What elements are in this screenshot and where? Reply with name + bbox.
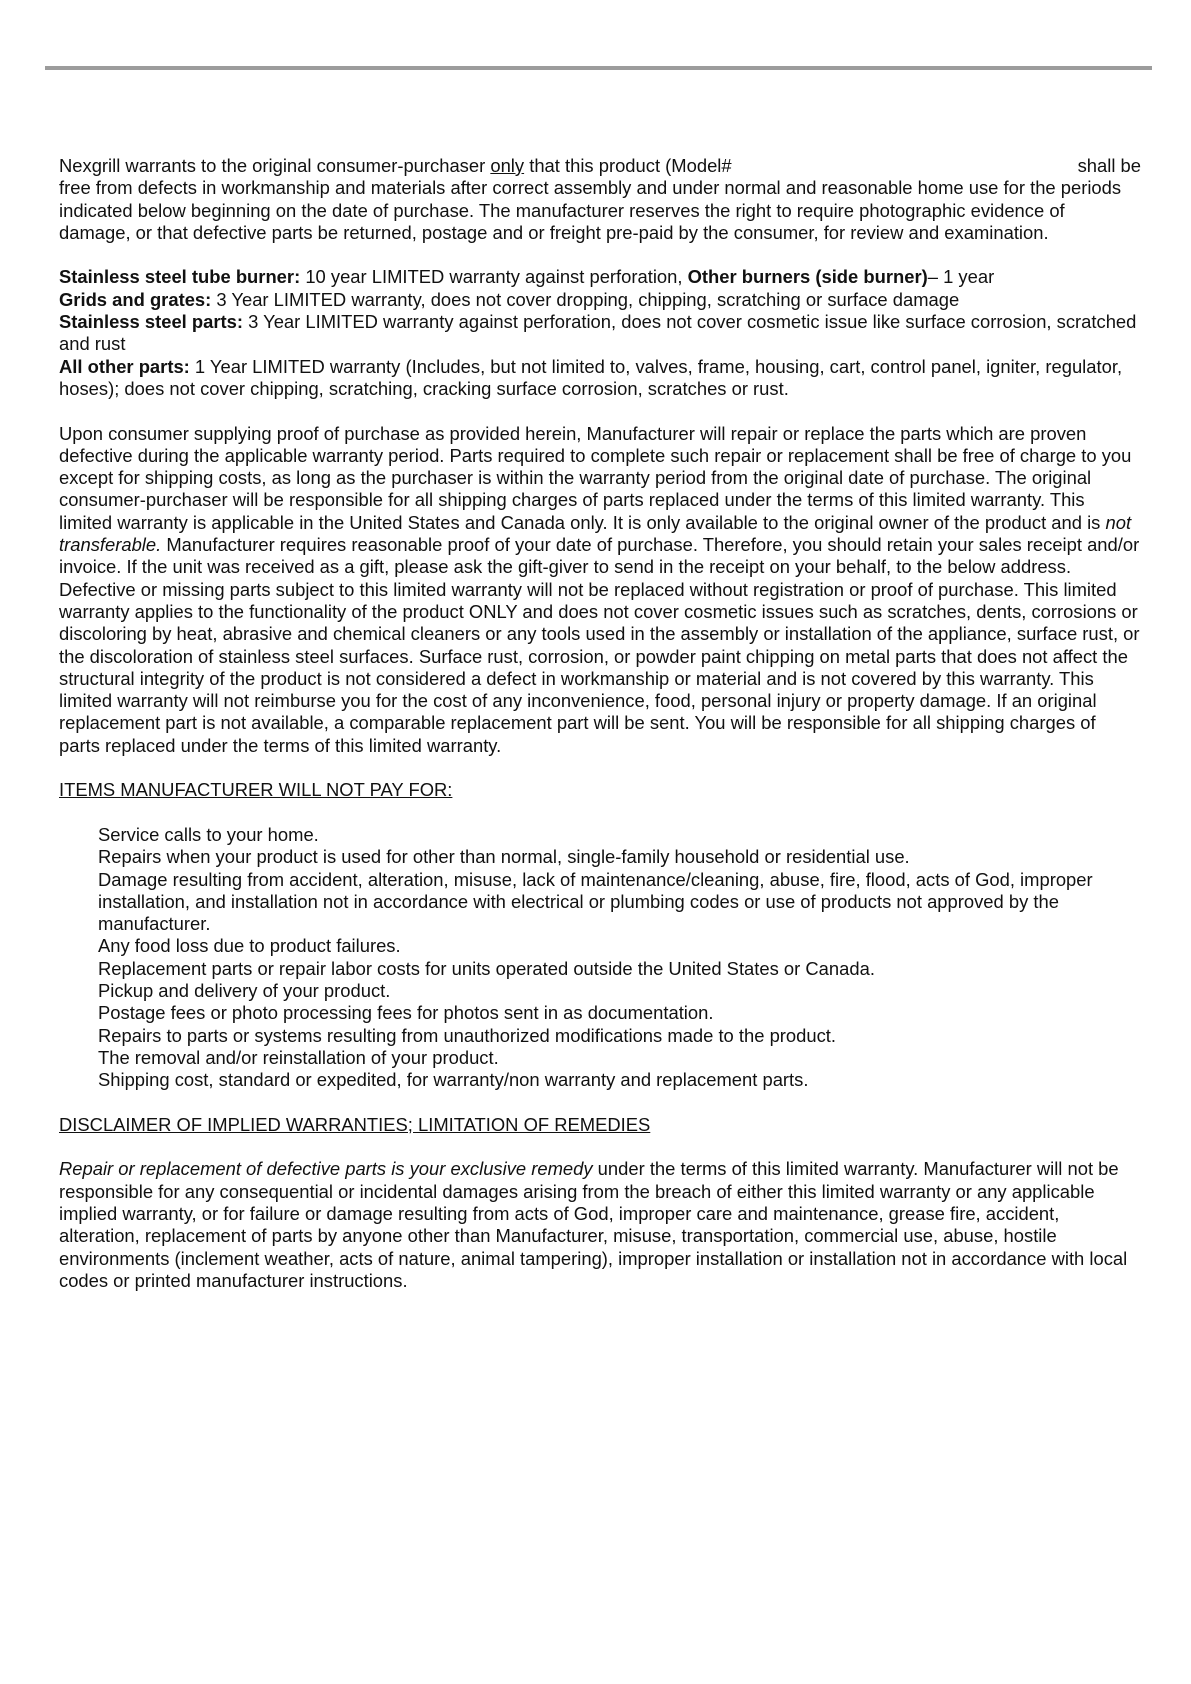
coverage-label: Stainless steel parts:	[59, 311, 243, 333]
list-item: Replacement parts or repair labor costs for units operated outside the United States or Canada.	[98, 957, 875, 979]
intro-model: that this product (Model#	[524, 155, 732, 176]
coverage-text-secondary: – 1 year	[927, 266, 995, 288]
terms-paragraph	[59, 423, 1141, 757]
coverage-item	[59, 311, 1141, 356]
list-item: Repairs to parts or systems resulting from unauthorized modifications made to the product.	[98, 1024, 837, 1046]
coverage-list	[59, 266, 1141, 400]
header-rule	[45, 66, 1152, 70]
disclaimer-paragraph	[59, 1158, 1141, 1292]
not-pay-list	[59, 824, 1141, 1092]
terms-part1: Upon consumer supplying proof of purchase as provided herein, Manufacturer will repair or replace the parts which are proven defective during the applicable warranty period. Parts required to complete such repair or replacement shall be free of charge to you except for shipping costs, as long as the purchaser is within the warranty period from the original date of purchase. The original consumer-purchaser will be responsible for all shipping charges of parts replaced under the terms of this limited warranty. This limited warranty is applicable in the United States and Canada only. It is only available to the original owner of the product and is	[59, 422, 1132, 533]
coverage-item	[59, 289, 1141, 311]
not-pay-heading: ITEMS MANUFACTURER WILL NOT PAY FOR:	[59, 779, 453, 801]
intro-lead: Nexgrill warrants to the original consumer-purchaser	[59, 155, 491, 176]
intro-only-underlined: only	[490, 155, 525, 176]
coverage-label: Stainless steel tube burner:	[59, 266, 301, 288]
list-item: Repairs when your product is used for other than normal, single-family household or residential use.	[98, 846, 910, 868]
list-item: Damage resulting from accident, alteration, misuse, lack of maintenance/cleaning, abuse, fire, flood, acts of God, improper installation, and installation not in accordance with electrical or plumbing codes or use of products not approved by the manufacturer.	[98, 868, 1093, 935]
coverage-item	[59, 356, 1141, 401]
list-item: Any food loss due to product failures.	[98, 935, 401, 957]
list-item: Service calls to your home.	[98, 823, 319, 845]
disclaimer-heading: DISCLAIMER OF IMPLIED WARRANTIES; LIMITATION OF REMEDIES	[59, 1113, 651, 1135]
coverage-item	[59, 266, 1141, 288]
coverage-text: 3 Year LIMITED warranty against perforation, does not cover cosmetic issue like surface corrosion, scratched and rust	[59, 311, 1137, 355]
intro-first-line-left	[59, 155, 732, 177]
intro-paragraph	[59, 155, 1141, 244]
coverage-label: All other parts:	[59, 355, 190, 377]
intro-first-line	[59, 155, 1141, 177]
disclaimer-exclusive-remedy: Repair or replacement of defective parts is your exclusive remedy	[59, 1158, 593, 1180]
coverage-text: 10 year LIMITED warranty against perforation,	[300, 266, 688, 288]
coverage-label-secondary: Other burners (side burner)	[687, 266, 928, 288]
intro-rest: free from defects in workmanship and materials after correct assembly and under normal and reasonable home use for the periods indicated below beginning on the date of purchase. The manufacturer reserves the right to require photographic evidence of damage, or that defective parts be returned, postage and or freight pre-paid by the consumer, for review and examination.	[59, 177, 1122, 243]
terms-part2: Manufacturer requires reasonable proof of your date of purchase. Therefore, you should retain your sales receipt and/or invoice. If the unit was received as a gift, please ask the gift-giver to send in the receipt on your behalf, to the below address. Defective or missing parts subject to this limited warranty will not be replaced without registration or proof of purchase. This limited warranty applies to the functionality of the product ONLY and does not cover cosmetic issues such as scratches, dents, corrosions or discoloring by heat, abrasive and chemical cleaners or any tools used in the assembly or installation of the appliance, surface rust, or the discoloration of stainless steel surfaces. Surface rust, corrosion, or powder paint chipping on metal parts that does not affect the structural integrity of the product is not considered a defect in workmanship or material and is not covered by this warranty. This limited warranty will not reimburse you for the cost of any inconvenience, food, personal injury or property damage. If an original replacement part is not available, a comparable replacement part will be sent. You will be responsible for all shipping charges of parts replaced under the terms of this limited warranty.	[59, 534, 1140, 756]
coverage-label: Grids and grates:	[59, 288, 212, 310]
disclaimer-text: under the terms of this limited warranty. Manufacturer will not be responsible for any consequential or incidental damages arising from the breach of either this limited warranty or any applicable implied warranty, or for failure or damage resulting from acts of God, improper care and maintenance, grease fire, accident, alteration, replacement of parts by anyone other than Manufacturer, misuse, transportation, commercial use, abuse, hostile environments (inclement weather, acts of nature, animal tampering), improper installation or installation not in accordance with local codes or printed manufacturer instructions.	[59, 1158, 1128, 1291]
intro-shall-be: shall be	[1077, 155, 1141, 176]
list-item: Pickup and delivery of your product.	[98, 979, 391, 1001]
warranty-body	[59, 155, 1141, 1292]
list-item: Shipping cost, standard or expedited, for warranty/non warranty and replacement parts.	[98, 1069, 809, 1091]
coverage-text: 1 Year LIMITED warranty (Includes, but not limited to, valves, frame, housing, cart, control panel, igniter, regulator, hoses); does not cover chipping, scratching, cracking surface corrosion, scratches or rust.	[59, 355, 1123, 399]
list-item: Postage fees or photo processing fees for photos sent in as documentation.	[98, 1002, 714, 1024]
coverage-text: 3 Year LIMITED warranty, does not cover dropping, chipping, scratching or surface damage	[211, 288, 960, 310]
list-item: The removal and/or reinstallation of your product.	[98, 1046, 499, 1068]
terms-not-transferable: not transferable.	[59, 511, 1132, 556]
